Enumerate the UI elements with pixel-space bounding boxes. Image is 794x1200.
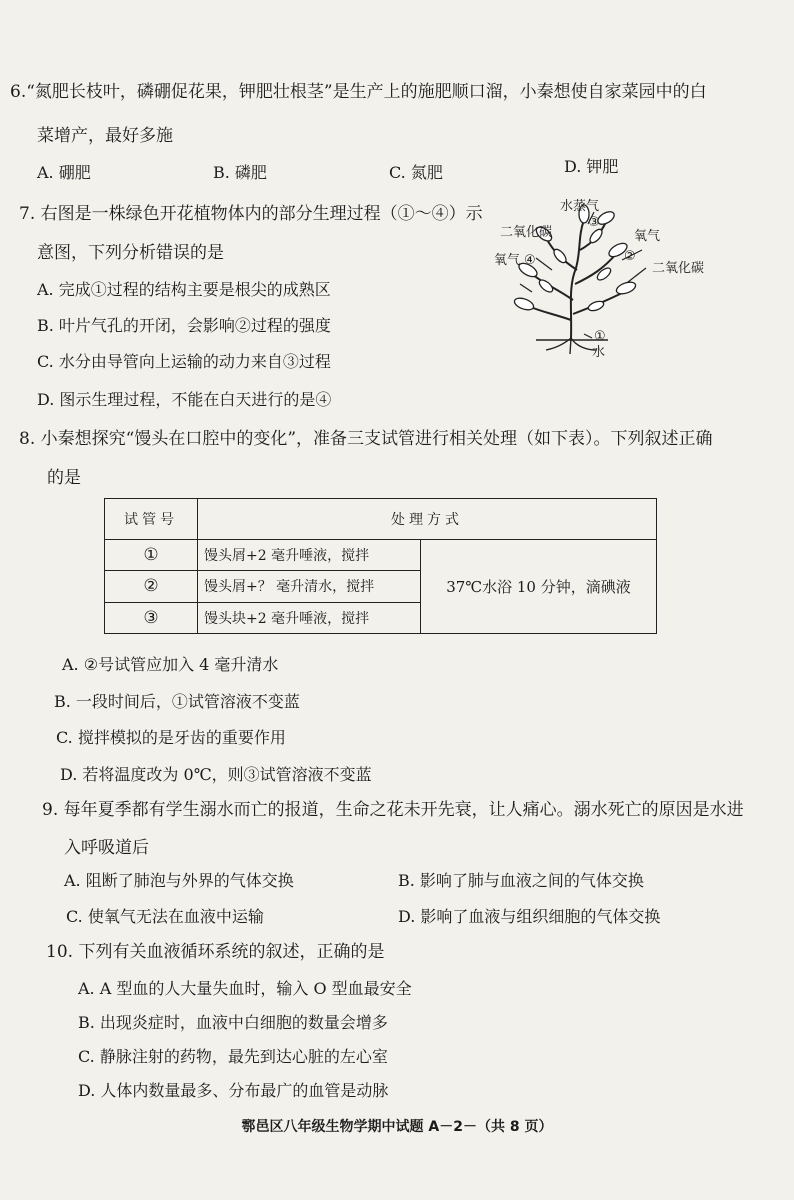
- tube-process: 馒头块+2 毫升唾液，搅拌: [198, 602, 421, 633]
- tube-process: 馒头屑+2 毫升唾液，搅拌: [198, 540, 421, 571]
- diagram-label-water-vapor: 水蒸气: [560, 199, 600, 214]
- q9-option-b: B. 影响了肺与血液之间的气体交换: [398, 871, 644, 890]
- q9-option-c: C. 使氧气无法在血液中运输: [66, 907, 264, 926]
- shared-condition: 37℃水浴 10 分钟，滴碘液: [421, 540, 657, 634]
- q6-option-c: C. 氮肥: [389, 163, 443, 182]
- q8-option-c: C. 搅拌模拟的是牙齿的重要作用: [56, 728, 286, 747]
- q6-option-b: B. 磷肥: [213, 163, 267, 182]
- q7-stem-line2: 意图，下列分析错误的是: [37, 243, 224, 263]
- q8-option-d: D. 若将温度改为 0℃，则③试管溶液不变蓝: [60, 765, 372, 784]
- q8-option-a: A. ②号试管应加入 4 毫升清水: [62, 655, 279, 674]
- q7-stem-line1: 7. 右图是一株绿色开花植物体内的部分生理过程（①～④）示: [19, 204, 483, 224]
- tube-number: ①: [105, 540, 198, 571]
- diagram-label-1: ①: [594, 329, 606, 344]
- q6-stem-line2: 菜增产，最好多施: [37, 126, 173, 146]
- q9-option-a: A. 阻断了肺泡与外界的气体交换: [64, 871, 294, 890]
- tube-number: ③: [105, 602, 198, 633]
- q7-option-c: C. 水分由导管向上运输的动力来自③过程: [37, 352, 331, 371]
- q10-stem: 10. 下列有关血液循环系统的叙述，正确的是: [46, 942, 385, 962]
- q7-option-b: B. 叶片气孔的开闭，会影响②过程的强度: [37, 316, 331, 335]
- table-header-process: 处理方式: [198, 499, 657, 540]
- table-row: [105, 540, 657, 571]
- arrow-icon: [584, 334, 592, 338]
- q9-option-d: D. 影响了血液与组织细胞的气体交换: [398, 907, 661, 926]
- diagram-label-co2-left: 二氧化碳: [500, 225, 553, 240]
- q10-option-c: C. 静脉注射的药物，最先到达心脏的左心室: [78, 1047, 388, 1066]
- diagram-label-4: ④: [524, 253, 536, 268]
- q8-stem-line1: 8. 小秦想探究“馒头在口腔中的变化”，准备三支试管进行相关处理（如下表）。下列叙述正确: [19, 429, 713, 449]
- tube-number: ②: [105, 571, 198, 602]
- page-footer: 鄠邑区八年级生物学期中试题 A－2－（共 8 页）: [241, 1119, 553, 1135]
- q10-option-d: D. 人体内数量最多、分布最广的血管是动脉: [78, 1081, 389, 1100]
- q7-option-a: A. 完成①过程的结构主要是根尖的成熟区: [37, 280, 331, 299]
- arrow-icon: [520, 284, 532, 292]
- q8-stem-line2: 的是: [47, 468, 81, 488]
- diagram-label-2: ②: [624, 249, 636, 264]
- diagram-label-3: ③: [588, 215, 600, 230]
- q6-option-d: D. 钾肥: [564, 157, 619, 176]
- diagram-label-oxygen-right: 氧气: [634, 229, 661, 244]
- tube-process: 馒头屑+？ 毫升清水，搅拌: [198, 571, 421, 602]
- diagram-label-co2-right: 二氧化碳: [652, 261, 705, 276]
- q10-option-b: B. 出现炎症时，血液中白细胞的数量会增多: [78, 1013, 388, 1032]
- table-header-row: [105, 499, 657, 540]
- arrow-icon: [628, 268, 646, 282]
- diagram-label-oxygen-left: 氧气: [494, 253, 521, 268]
- q7-option-d: D. 图示生理过程，不能在白天进行的是④: [37, 390, 332, 409]
- q9-stem-line2: 入呼吸道后: [64, 838, 149, 858]
- plant-process-diagram: [476, 188, 716, 368]
- diagram-label-water: 水: [592, 345, 606, 360]
- arrow-icon: [536, 258, 552, 270]
- experiment-table: [104, 498, 657, 634]
- q9-stem-line1: 9. 每年夏季都有学生溺水而亡的报道，生命之花未开先衰，让人痛心。溺水死亡的原因是水进: [42, 800, 744, 820]
- q6-option-a: A. 硼肥: [37, 163, 91, 182]
- q10-option-a: A. A 型血的人大量失血时，输入 O 型血最安全: [78, 979, 412, 998]
- q6-stem-line1: 6.“氮肥长枝叶，磷硼促花果，钾肥壮根茎”是生产上的施肥顺口溜，小秦想使自家菜园中的白: [10, 82, 707, 102]
- table-header-tube: 试管号: [105, 499, 198, 540]
- q8-option-b: B. 一段时间后，①试管溶液不变蓝: [54, 692, 300, 711]
